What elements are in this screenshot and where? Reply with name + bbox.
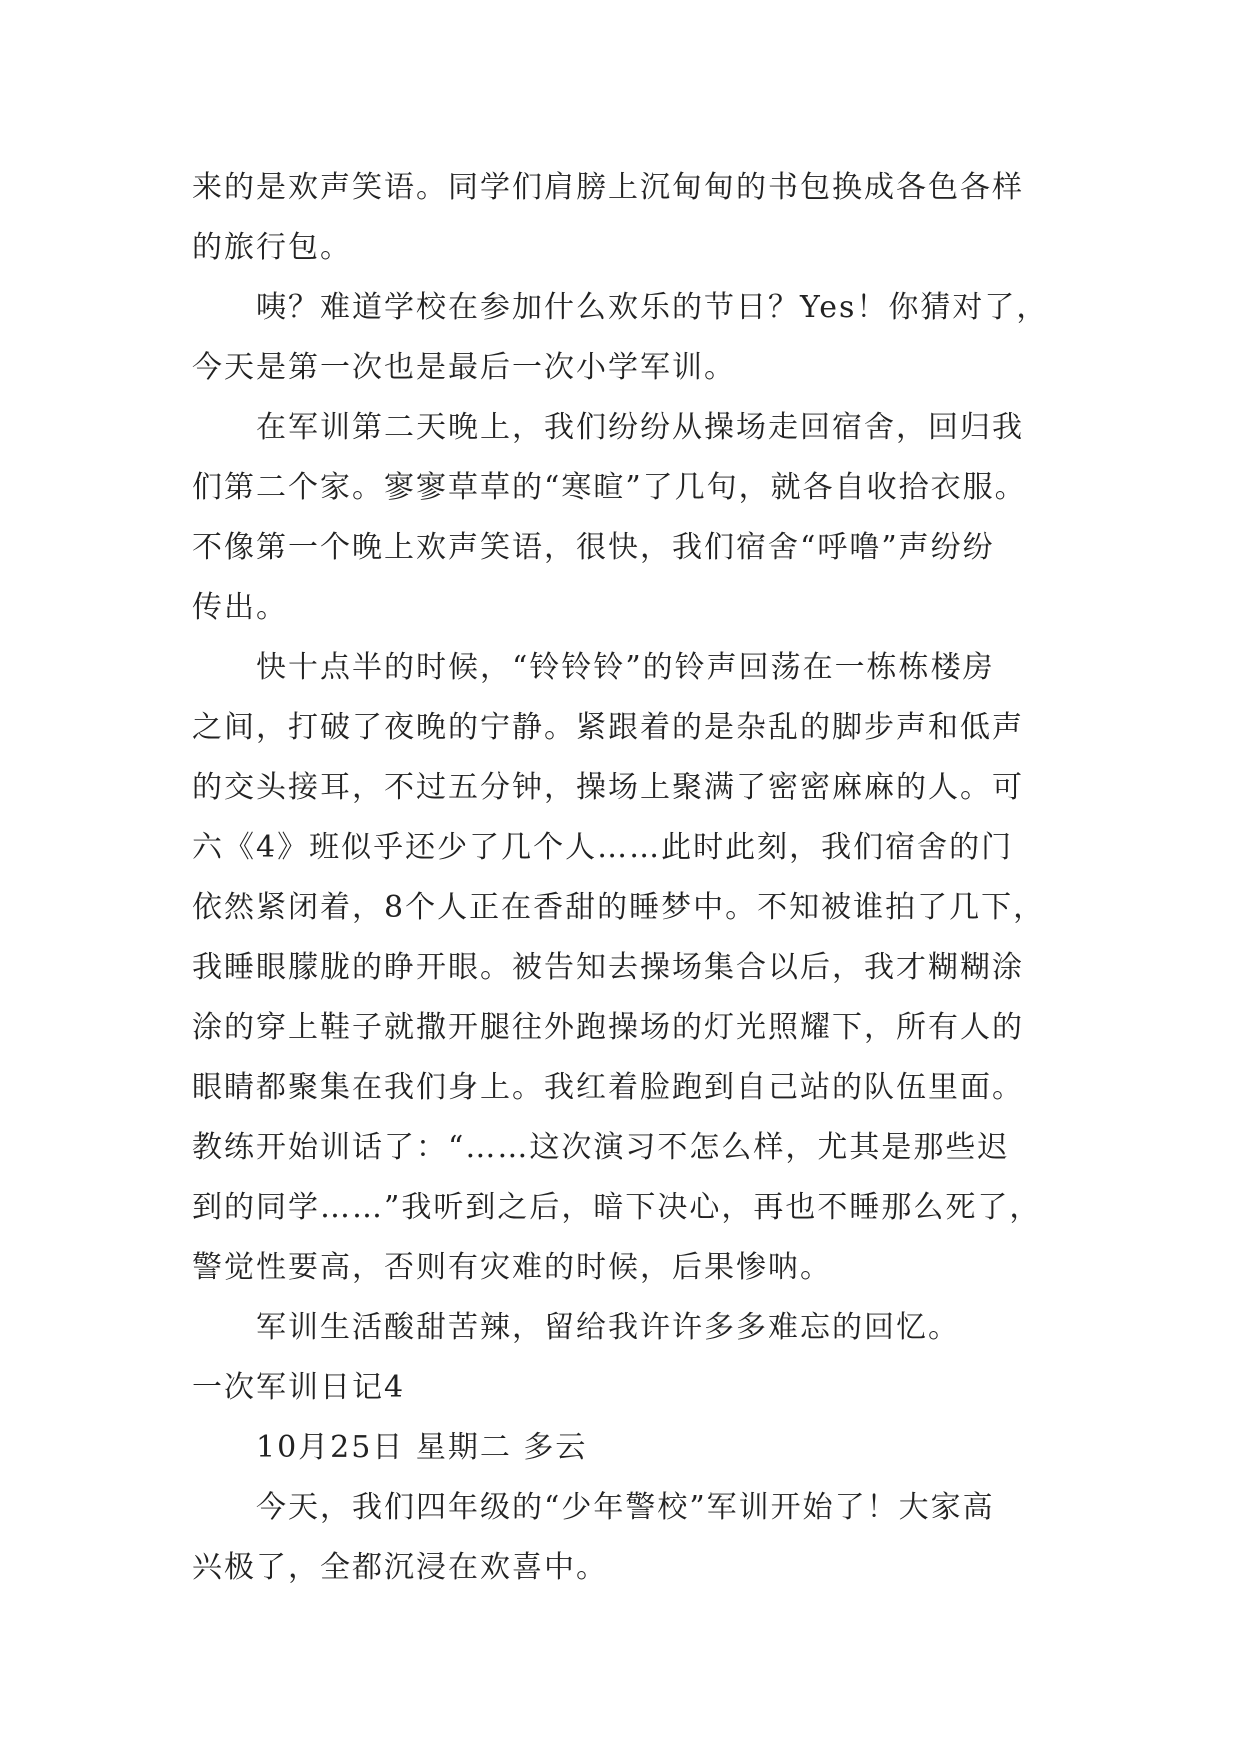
text-line: 的旅行包。 xyxy=(192,230,352,265)
paragraph xyxy=(192,278,1072,398)
text-line: 依然紧闭着，8个人正在香甜的睡梦中。不知被谁拍了几下， xyxy=(192,890,1046,925)
text-line: 今天是第一次也是最后一次小学军训。 xyxy=(192,350,736,385)
date-line: 10月25日 星期二 多云 xyxy=(256,1430,588,1465)
text-line: 我睡眼朦胧的睁开眼。被告知去操场集合以后，我才糊糊涂 xyxy=(192,950,1024,985)
paragraph xyxy=(192,1478,1072,1598)
paragraph xyxy=(192,638,1072,1298)
text-line: 警觉性要高，否则有灾难的时候，后果惨呐。 xyxy=(192,1250,832,1285)
text-line: 兴极了，全都沉浸在欢喜中。 xyxy=(192,1550,608,1585)
text-line: 六《4》班似乎还少了几个人……此时此刻，我们宿舍的门 xyxy=(192,830,1014,865)
text-line: 传出。 xyxy=(192,590,288,625)
text-line: 眼睛都聚集在我们身上。我红着脸跑到自己站的队伍里面。 xyxy=(192,1070,1024,1105)
text-line: 快十点半的时候，“铃铃铃”的铃声回荡在一栋栋楼房 xyxy=(256,650,995,685)
section-title: 一次军训日记4 xyxy=(192,1370,406,1405)
text-line: 军训生活酸甜苦辣，留给我许许多多难忘的回忆。 xyxy=(256,1310,960,1345)
paragraph xyxy=(192,1298,1072,1358)
text-line: 在军训第二天晚上，我们纷纷从操场走回宿舍，回归我 xyxy=(256,410,1024,445)
text-line: 到的同学……”我听到之后，暗下决心，再也不睡那么死了， xyxy=(192,1190,1042,1225)
document-body xyxy=(192,158,1072,1598)
paragraph xyxy=(192,158,1072,278)
text-line: 不像第一个晚上欢声笑语，很快，我们宿舍“呼噜”声纷纷 xyxy=(192,530,995,565)
paragraph xyxy=(192,398,1072,638)
text-line: 们第二个家。寥寥草草的“寒暄”了几句，就各自收拾衣服。 xyxy=(192,470,1027,505)
text-line: 今天，我们四年级的“少年警校”军训开始了！大家高 xyxy=(256,1490,995,1525)
text-line: 教练开始训话了：“……这次演习不怎么样，尤其是那些迟 xyxy=(192,1130,1010,1165)
text-line: 来的是欢声笑语。同学们肩膀上沉甸甸的书包换成各色各样 xyxy=(192,170,1024,205)
text-line: 的交头接耳，不过五分钟，操场上聚满了密密麻麻的人。可 xyxy=(192,770,1024,805)
text-line: 之间，打破了夜晚的宁静。紧跟着的是杂乱的脚步声和低声 xyxy=(192,710,1024,745)
text-line: 咦？难道学校在参加什么欢乐的节日？Yes！你猜对了， xyxy=(256,290,1049,325)
text-line: 涂的穿上鞋子就撒开腿往外跑操场的灯光照耀下，所有人的 xyxy=(192,1010,1024,1045)
